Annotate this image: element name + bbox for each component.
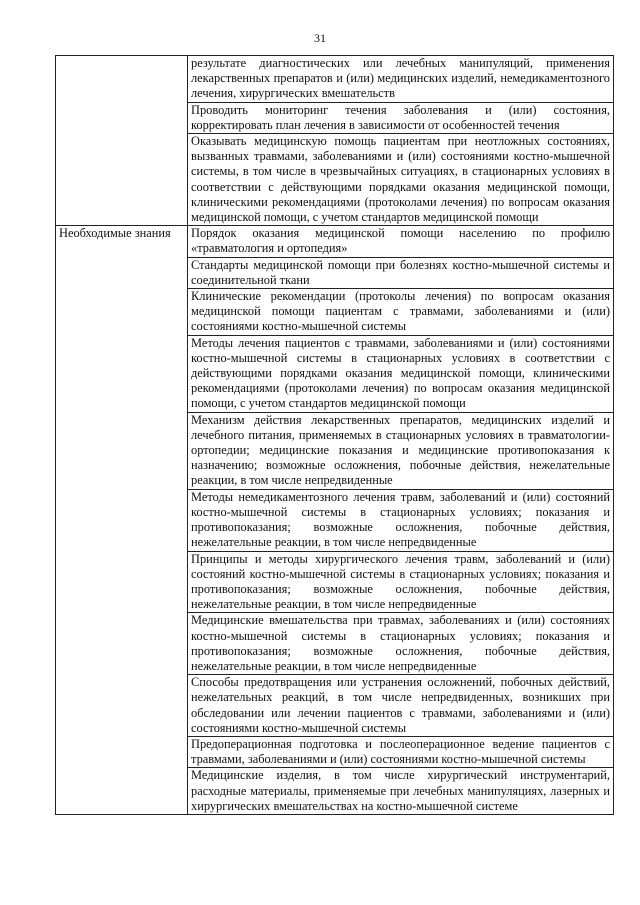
- content-cell: [188, 335, 614, 412]
- content-cell: [188, 613, 614, 675]
- content-cell: [188, 489, 614, 551]
- row-text: Принципы и методы хирургического лечения травм, заболеваний и (или) состояний костно-мышечной системы в стационарных условиях; показания и противопоказания; возможные осложнения, побочные действия, нежелательные реакции, в том числе непредвиденные: [191, 551, 610, 612]
- content-cell: [188, 289, 614, 336]
- row-text: Методы немедикаментозного лечения травм, заболеваний и (или) состояний костно-мышечной системы в стационарных условиях; показания и противопоказания; возможные осложнения, побочные действия, нежелательные реакции, в том числе непредвиденные: [191, 489, 610, 550]
- row-text: Предоперационная подготовка и послеоперационное ведение пациентов с травмами, заболеваниями и (или) состояниями костно-мышечной системы: [191, 736, 610, 767]
- row-text: Порядок оказания медицинской помощи населению по профилю «травматология и ортопедия»: [191, 226, 610, 256]
- content-cell: [188, 102, 614, 133]
- row-text: результате диагностических или лечебных манипуляций, применения лекарственных препаратов и (или) медицинских изделий, немедикаментозного лечения, хирургических вмешательств: [191, 56, 610, 101]
- table-row: [56, 226, 614, 257]
- row-text: Оказывать медицинскую помощь пациентам при неотложных состояниях, вызванных травмами, заболеваниями и (или) состояниями костно-мышечной системы, в том числе в чрезвычайных ситуациях, в стационарных условиях в соответствии с действующими порядками оказания медицинской помощи, клиническими рекомендациями (протоколами лечения) по вопросам оказания медицинской помощи, с учетом стандартов медицинской помощи: [191, 134, 610, 225]
- content-cell: [188, 551, 614, 613]
- content-cell: [188, 226, 614, 257]
- table-body: [56, 56, 614, 815]
- content-cell: [188, 768, 614, 815]
- content-cell: [188, 736, 614, 767]
- row-text: Проводить мониторинг течения заболевания и (или) состояния, корректировать план лечения в зависимости от особенностей течения: [191, 102, 610, 132]
- row-text: Способы предотвращения или устранения осложнений, побочных действий, нежелательных реакций, в том числе непредвиденных, возникших при обследовании или лечении пациентов с травмами, заболеваниями и (или) состояниями костно-мышечной системы: [191, 675, 610, 735]
- table-row: [56, 56, 614, 103]
- label-cell: [56, 226, 188, 815]
- content-cell: [188, 56, 614, 103]
- content-cell: [188, 257, 614, 288]
- row-text: Медицинские изделия, в том числе хирургический инструментарий, расходные материалы, применяемые при лечебных манипуляциях, лазерных и хирургических вмешательствах на костно-мышечной системе: [191, 768, 610, 813]
- row-text: Механизм действия лекарственных препаратов, медицинских изделий и лечебного питания, применяемых в стационарных условиях в травматологии-ортопедии; медицинские показания и медицинские противопоказания к назначению; возможные осложнения, побочные действия, нежелательные реакции, в том числе непредвиденные: [191, 412, 610, 488]
- row-label: Необходимые знания: [59, 226, 171, 241]
- page-number: 31: [314, 31, 326, 45]
- row-text: Стандарты медицинской помощи при болезнях костно-мышечной системы и соединительной ткани: [191, 257, 610, 287]
- content-cell: [188, 412, 614, 489]
- row-text: Медицинские вмешательства при травмах, заболеваниях и (или) состояниях костно-мышечной системы в стационарных условиях; показания и противопоказания; возможные осложнения, побочные действия, нежелательные реакции, в том числе непредвиденные: [191, 613, 610, 673]
- content-cell: [188, 675, 614, 737]
- document-table: [55, 55, 614, 815]
- label-cell: [56, 56, 188, 226]
- row-text: Клинические рекомендации (протоколы лечения) по вопросам оказания медицинской помощи пациентам с травмами, заболеваниями и (или) состояниями костно-мышечной системы: [191, 289, 610, 334]
- row-text: Методы лечения пациентов с травмами, заболеваниями и (или) состояниями костно-мышечной системы в стационарных условиях в соответствии с действующими порядками оказания медицинской помощи, клиническими рекомендациями (протоколами лечения) по вопросам оказания медицинской помощи, с учетом стандартов медицинской помощи: [191, 335, 610, 411]
- content-cell: [188, 134, 614, 226]
